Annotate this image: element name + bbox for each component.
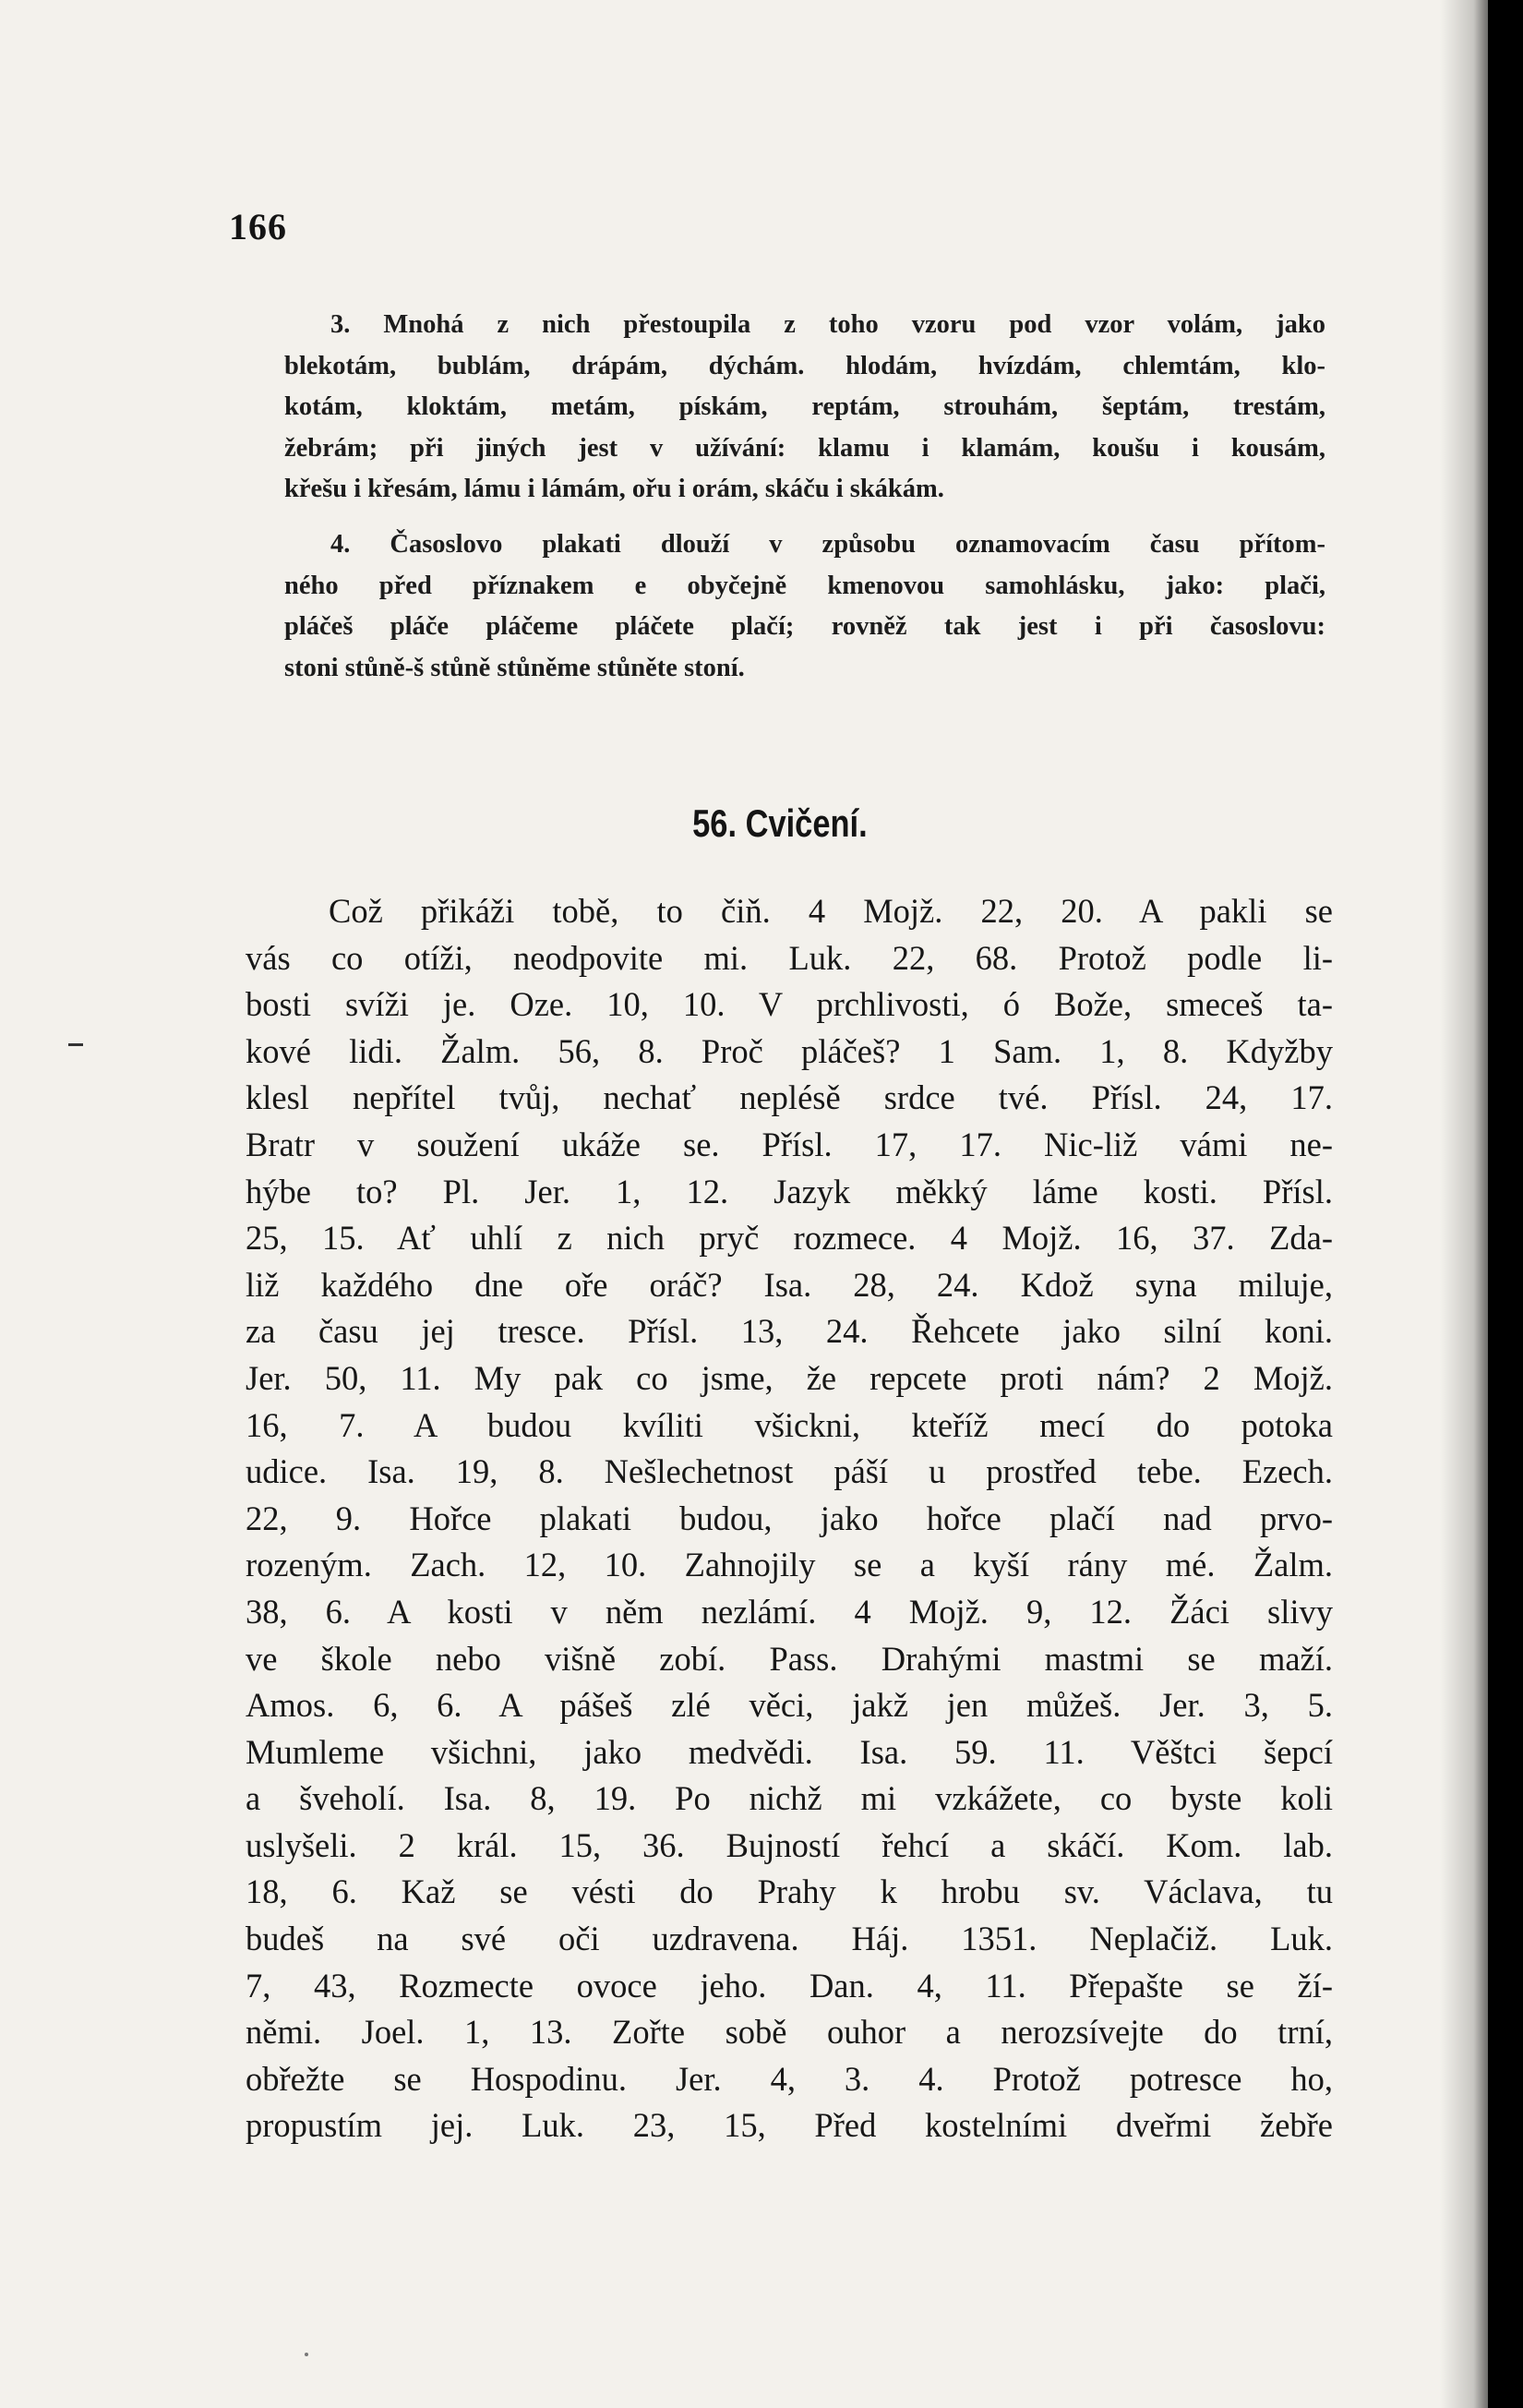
exercise-line: Mumleme všichni, jako medvědi. Isa. 59. 11. Věštci šepcí <box>246 1732 1333 1771</box>
exercise-line: bosti svíži je. Oze. 10, 10. V prchlivosti, ó Bože, smeceš ta- <box>246 985 1333 1024</box>
exercise-line: vás co otíži, neodpovite mi. Luk. 22, 68. Protož podle li- <box>246 938 1333 977</box>
exercise-line: hýbe to? Pl. Jer. 1, 12. Jazyk měkký láme kosti. Přísl. <box>246 1172 1333 1210</box>
exercise-line: kové lidi. Žalm. 56, 8. Proč pláčeš? 1 Sam. 1, 8. Kdyžby <box>246 1031 1333 1070</box>
page-number: 166 <box>229 206 287 247</box>
paragraph-4-line: stoni stůně-š stůně stůněme stůněte stoní. <box>284 653 745 682</box>
margin-mark <box>68 1043 83 1046</box>
exercise-line: udice. Isa. 19, 8. Nešlechetnost páší u prostřed tebe. Ezech. <box>246 1452 1333 1491</box>
paragraph-3-line: křešu i křesám, lámu i lámám, ořu i orám, skáču i skákám. <box>284 475 944 503</box>
exercise-line: uslyšeli. 2 král. 15, 36. Bujností řehcí a skáčí. Kom. lab. <box>246 1825 1333 1864</box>
exercise-line: a šveholí. Isa. 8, 19. Po nichž mi vzkážete, co byste koli <box>246 1779 1333 1818</box>
exercise-line: němi. Joel. 1, 13. Zořte sobě ouhor a nerozsívejte do trní, <box>246 2013 1333 2052</box>
exercise-line: rozeným. Zach. 12, 10. Zahnojily se a kyší rány mé. Žalm. <box>246 1546 1333 1584</box>
scan-speck <box>305 2353 308 2356</box>
exercise-line: budeš na své oči uzdravena. Háj. 1351. Neplačiž. Luk. <box>246 1920 1333 1958</box>
exercise-line: za času jej tresce. Přísl. 13, 24. Řehcete jako silní koni. <box>246 1312 1333 1351</box>
paragraph-3-line: blekotám, bublám, drápám, dýchám. hlodám, hvízdám, chlemtám, klo- <box>284 351 1325 380</box>
paragraph-4-line: ného před příznakem e obyčejně kmenovou samohlásku, jako: plači, <box>284 571 1325 600</box>
exercise-line: 22, 9. Hořce plakati budou, jako hořce plačí nad prvo- <box>246 1499 1333 1537</box>
paragraph-3 <box>284 305 1325 511</box>
exercise-line: klesl nepřítel tvůj, nechať neplésě srdce tvé. Přísl. 24, 17. <box>246 1078 1333 1117</box>
paragraph-3-line: žebrám; při jiných jest v užívání: klamu i klamám, koušu i kousám, <box>284 433 1325 463</box>
exercise-line: 7, 43, Rozmecte ovoce jeho. Dan. 4, 11. Přepašte se ží- <box>246 1966 1333 2005</box>
exercise-line: Což přikáži tobě, to čiň. 4 Mojž. 22, 20. A pakli se <box>329 892 1333 930</box>
exercise-text <box>246 888 1333 2149</box>
section-heading: 56. Cvičení. <box>692 801 868 845</box>
exercise-line: 16, 7. A budou kvíliti všickni, kteříž mecí do potoka <box>246 1405 1333 1444</box>
paragraph-4-line: 4. Časoslovo plakati dlouží v způsobu oznamovacím času přítom- <box>330 530 1325 559</box>
exercise-line: Jer. 50, 11. My pak co jsme, že repcete proti nám? 2 Mojž. <box>246 1358 1333 1397</box>
paragraph-4-line: pláčeš pláče pláčeme pláčete plačí; rovněž tak jest i při časoslovu: <box>284 612 1325 641</box>
paragraph-3-line: 3. Mnohá z nich přestoupila z toho vzoru pod vzor volám, jako <box>330 310 1325 339</box>
exercise-line: 38, 6. A kosti v něm nezlámí. 4 Mojž. 9, 12. Žáci slivy <box>246 1592 1333 1631</box>
exercise-line: ve škole nebo višně zobí. Pass. Drahými mastmi se maží. <box>246 1639 1333 1678</box>
paragraph-4 <box>284 524 1325 689</box>
paragraph-3-line: kotám, kloktám, metám, pískám, reptám, strouhám, šeptám, trestám, <box>284 392 1325 421</box>
page-edge-shadow <box>1440 0 1488 2408</box>
exercise-line: Amos. 6, 6. A pášeš zlé věci, jakž jen můžeš. Jer. 3, 5. <box>246 1686 1333 1725</box>
exercise-line: obřežte se Hospodinu. Jer. 4, 3. 4. Protož potresce ho, <box>246 2059 1333 2098</box>
exercise-line: propustím jej. Luk. 23, 15, Před kostelními dveřmi žebře <box>246 2106 1333 2145</box>
exercise-line: 25, 15. Ať uhlí z nich pryč rozmece. 4 Mojž. 16, 37. Zda- <box>246 1219 1333 1258</box>
exercise-line: Bratr v soužení ukáže se. Přísl. 17, 17. Nic-liž vámi ne- <box>246 1125 1333 1163</box>
exercise-line: liž každého dne oře oráč? Isa. 28, 24. Kdož syna miluje, <box>246 1265 1333 1304</box>
exercise-line: 18, 6. Kaž se vésti do Prahy k hrobu sv. Václava, tu <box>246 1872 1333 1911</box>
